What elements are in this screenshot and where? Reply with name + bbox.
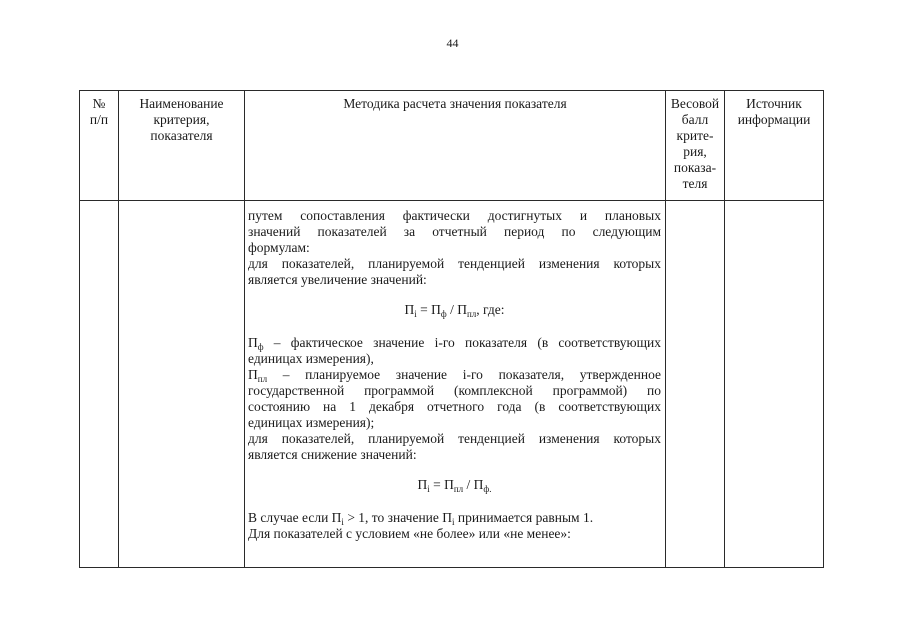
formula-sub: i [427,484,430,494]
header-method [245,96,665,112]
text-line: формулам: [248,240,310,255]
header-weight-line: теля [682,176,708,191]
formula-sub: пл [257,374,268,384]
formula-sub: ф [440,309,447,319]
header-num-line: № [92,96,106,111]
table-top-border [79,90,824,91]
text-line: значений показателей за отчетный период по следующим [248,224,661,239]
header-weight [666,96,724,192]
formula-part: > 1, то значение П [343,510,453,525]
header-separator [79,200,824,201]
header-weight-line: рия, [683,144,707,159]
formula-part: П [248,367,258,382]
text-line: состоянию на 1 декабря отчетного года (в соответствующих [248,399,661,414]
header-name-line: Наименование [139,96,224,111]
formula-part: / П [463,477,484,492]
formula-sub: пл [453,484,464,494]
header-name [119,96,244,144]
col-border [118,90,119,568]
text-line: Для показателей с условием «не более» или «не менее»: [248,526,571,541]
formula-part: – планируемое значение i-го показателя, утвержденное [267,367,661,382]
formula-sub: i [341,517,344,527]
formula-sub: i [452,517,455,527]
formula-part: – фактическое значение i-го показателя (в соответствующих [263,335,661,350]
header-source-line: информации [737,112,811,127]
formula-sub: ф. [483,484,492,494]
formula-part: принимается равным 1. [454,510,594,525]
method-description [248,208,661,542]
text-line: является увеличение значений: [248,272,427,287]
col-border [724,90,725,568]
col-border [244,90,245,568]
col-border [823,90,824,568]
header-source-line: Источник [746,96,802,111]
header-source [725,96,823,128]
text-line: единицах измерения), [248,351,374,366]
text-line: для показателей, планируемой тенденцией изменения которых [248,256,661,271]
header-num-line: п/п [89,112,109,127]
formula-part: = П [429,477,454,492]
formula-part: В случае если П [248,510,342,525]
header-weight-line: Весовой [670,96,720,111]
definition-fact [248,335,661,351]
text-line: для показателей, планируемой тенденцией изменения которых [248,431,661,446]
formula-part: = П [416,302,441,317]
closing-rule [248,510,661,526]
formula-sub: ф [257,342,264,352]
text-line: государственной программой (комплексной программой) по [248,383,661,398]
formula-part: П [404,302,415,317]
formula-part: / П [446,302,467,317]
header-name-line: показателя [150,128,213,143]
header-name-line: критерия, [153,112,210,127]
formula-increase [248,302,661,318]
header-num [80,96,118,128]
text-line: путем сопоставления фактически достигнутых и плановых [248,208,661,223]
formula-decrease [248,477,661,493]
text-line: является снижение значений: [248,447,417,462]
formula-sub: i [414,309,417,319]
formula-sub: пл [466,309,477,319]
table-bottom-border [79,567,824,568]
page-number: 44 [446,36,459,50]
col-border [79,90,80,568]
formula-part: , где: [476,302,505,317]
formula-part: П [417,477,428,492]
formula-part: П [248,335,258,350]
definition-plan [248,367,661,383]
header-weight-line: показа- [673,160,717,175]
header-weight-line: крите- [676,128,714,143]
text-line: единицах измерения); [248,415,375,430]
header-method-line: Методика расчета значения показателя [343,96,567,111]
header-weight-line: балл [681,112,709,127]
